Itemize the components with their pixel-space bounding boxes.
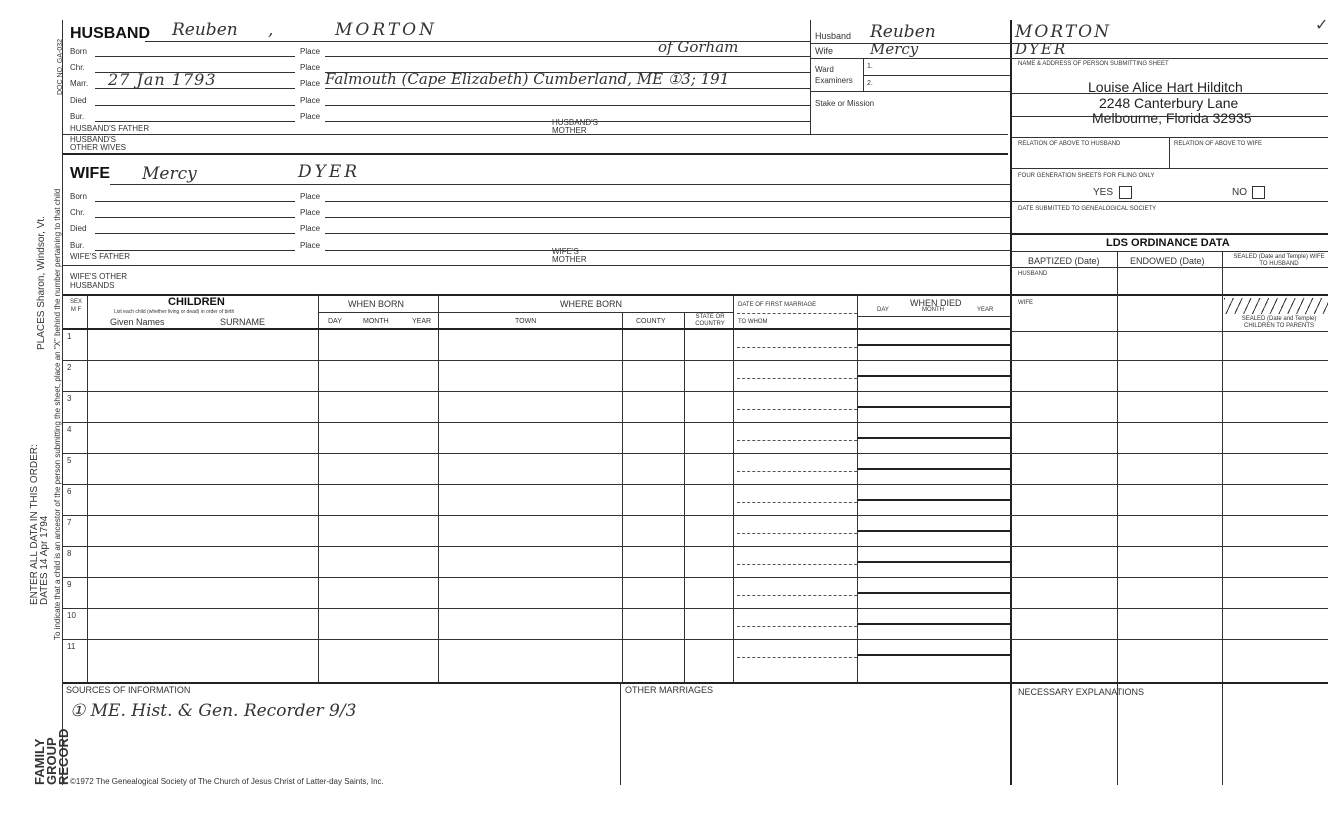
died-date-line <box>857 561 1010 563</box>
marriage-date-line <box>737 440 857 441</box>
line <box>95 233 295 234</box>
child-row-number: 7 <box>67 518 72 527</box>
wife-other-husbands-label: WIFE'S OTHER HUSBANDS <box>70 272 128 290</box>
child-row-number: 9 <box>67 580 72 589</box>
marriage-date-line <box>737 502 857 503</box>
line <box>325 217 1010 218</box>
husband-chr-label: Chr. <box>70 63 85 72</box>
husband-marr-date: 27 Jan 1793 <box>108 70 217 89</box>
marriage-date-line <box>737 471 857 472</box>
child-row-number: 3 <box>67 394 72 403</box>
column-divider <box>810 20 811 134</box>
died-date-line <box>857 437 1010 439</box>
rh-examiner-1: 1. <box>867 63 873 70</box>
where-born-label: WHERE BORN <box>560 299 623 309</box>
husband-marr-label: Marr. <box>70 79 89 88</box>
right-column-border <box>1010 20 1012 785</box>
rh-ward-label: Ward <box>815 65 834 74</box>
rh-submitter-label: NAME & ADDRESS OF PERSON SUBMITTING SHEET <box>1018 61 1169 67</box>
died-date-line <box>857 530 1010 532</box>
rh-relation-husband: RELATION OF ABOVE TO HUSBAND <box>1018 141 1121 147</box>
died-date-line <box>857 592 1010 594</box>
wife-heading: WIFE <box>70 165 110 182</box>
marriage-date-line <box>737 595 857 596</box>
wife-father-label: WIFE'S FATHER <box>70 252 131 261</box>
child-row-border <box>63 360 1328 361</box>
line <box>1011 331 1328 332</box>
wife-born-place-label: Place <box>300 192 321 201</box>
first-marriage-label: DATE OF FIRST MARRIAGE <box>738 302 817 308</box>
died-tick <box>857 396 858 407</box>
line <box>95 250 295 251</box>
child-row-border <box>63 577 1328 578</box>
child-row-border <box>63 546 1328 547</box>
marriage-date-line <box>737 564 857 565</box>
husband-mother-label: HUSBAND'S MOTHER <box>552 118 598 135</box>
died-tick <box>857 427 858 438</box>
county-label: COUNTY <box>636 318 666 325</box>
line <box>325 250 1010 251</box>
rh-wife-surname: DYER <box>1015 40 1068 58</box>
divider <box>1011 233 1328 235</box>
wife-born-label: Born <box>70 192 87 201</box>
line <box>318 312 438 313</box>
marriage-date-line <box>737 378 857 379</box>
family-group-record-title: FAMILY GROUP RECORD <box>32 728 71 785</box>
child-row-number: 2 <box>67 363 72 372</box>
line <box>325 201 1010 202</box>
died-date-line <box>857 375 1010 377</box>
sources-value: ① ME. Hist. & Gen. Recorder 9/3 <box>70 701 357 721</box>
husband-born-place-value: of Gorham <box>658 38 739 56</box>
marriage-date-line <box>737 347 857 348</box>
line <box>737 313 857 314</box>
died-tick <box>857 489 858 500</box>
line <box>733 295 734 682</box>
line <box>857 316 1010 317</box>
rh-yes-label: YES <box>1093 187 1114 198</box>
child-row-border <box>63 453 1328 454</box>
died-month-label: MONTH <box>922 307 944 313</box>
margin-dates: DATES 14 Apr 1794 <box>39 515 50 605</box>
wife-surname: DYER <box>298 162 361 182</box>
line <box>1011 168 1328 169</box>
town-label: TOWN <box>515 318 537 325</box>
wife-chr-label: Chr. <box>70 208 85 217</box>
child-row-number: 10 <box>67 611 76 620</box>
wife-mother-label: WIFE'S MOTHER <box>552 247 587 264</box>
rh-husband-label: Husband <box>815 31 852 41</box>
line <box>1011 116 1328 117</box>
child-row-number: 5 <box>67 456 72 465</box>
died-tick <box>857 644 858 655</box>
divider <box>63 682 1328 684</box>
copyright: ©1972 The Genealogical Society of The Church of Jesus Christ of Latter-day Saints, Inc. <box>70 777 384 786</box>
surname-label: SURNAME <box>220 317 266 327</box>
rh-no-label: NO <box>1232 187 1247 198</box>
rh-submitter-city: Melbourne, Florida 32935 <box>1092 110 1252 126</box>
lds-sealed-wife: SEALED (Date and Temple) WIFE TO HUSBAND <box>1233 254 1325 267</box>
marriage-date-line <box>737 657 857 658</box>
line <box>811 91 1010 92</box>
lds-wife: WIFE <box>1018 300 1033 306</box>
line <box>95 56 295 57</box>
line <box>325 56 810 57</box>
child-row-number: 11 <box>67 642 76 651</box>
lds-title: LDS ORDINANCE DATA <box>1106 237 1230 249</box>
line <box>95 201 295 202</box>
child-row-border <box>63 639 1328 640</box>
wife-bur-place-label: Place <box>300 241 321 250</box>
line <box>95 121 295 122</box>
check-mark: ✓ <box>1315 17 1329 34</box>
line <box>87 295 88 682</box>
died-tick <box>857 365 858 376</box>
husband-separator: , <box>268 20 274 40</box>
husband-marr-place-label: Place <box>300 79 321 88</box>
wife-given-name: Mercy <box>142 164 197 184</box>
husband-chr-place-label: Place <box>300 63 321 72</box>
child-row-border <box>63 422 1328 423</box>
rh-wife-given: Mercy <box>870 40 919 58</box>
yes-checkbox[interactable] <box>1119 186 1132 199</box>
husband-surname: MORTON <box>335 20 437 40</box>
rh-husband-surname: MORTON <box>1015 22 1111 42</box>
line <box>863 75 1010 76</box>
died-date-line <box>857 344 1010 346</box>
other-marriages-label: OTHER MARRIAGES <box>625 685 714 695</box>
rh-stake-label: Stake or Mission <box>815 99 875 108</box>
wife-chr-place-label: Place <box>300 208 321 217</box>
died-date-line <box>857 623 1010 625</box>
husband-born-label: Born <box>70 47 87 56</box>
line <box>1169 137 1170 168</box>
rh-examiners-label: Examiners <box>815 76 853 85</box>
died-tick <box>857 551 858 562</box>
sex-label: SEX M F <box>69 299 82 313</box>
children-subheading: List each child (whether living or dead) in order of birth <box>114 309 235 315</box>
line <box>622 312 623 682</box>
lds-husband: HUSBAND <box>1018 271 1048 277</box>
died-tick <box>857 582 858 593</box>
wife-died-place-label: Place <box>300 224 321 233</box>
when-born-label: WHEN BORN <box>348 299 404 309</box>
lds-baptized: BAPTIZED (Date) <box>1028 256 1100 266</box>
rh-date-submitted: DATE SUBMITTED TO GENEALOGICAL SOCIETY <box>1018 206 1157 212</box>
hatched-block <box>1224 298 1328 314</box>
line <box>1011 201 1328 202</box>
line <box>63 265 1010 266</box>
child-row-border <box>63 484 1328 485</box>
died-date-line <box>857 499 1010 501</box>
given-names-label: Given Names <box>110 317 165 327</box>
line <box>95 217 295 218</box>
line <box>1011 93 1328 94</box>
husband-died-place-label: Place <box>300 96 321 105</box>
rh-four-gen: FOUR GENERATION SHEETS FOR FILING ONLY <box>1018 173 1155 179</box>
child-row-border <box>63 391 1328 392</box>
line <box>95 105 295 106</box>
line <box>438 295 439 682</box>
year-label: YEAR <box>412 318 432 325</box>
lds-sealed-children: SEALED (Date and Temple) CHILDREN TO PARENTS <box>1241 316 1317 329</box>
child-row-number: 4 <box>67 425 72 434</box>
child-row-number: 6 <box>67 487 72 496</box>
wife-bur-label: Bur. <box>70 241 85 250</box>
sources-label: SOURCES OF INFORMATION <box>66 685 191 695</box>
line <box>318 295 319 682</box>
husband-father-label: HUSBAND'S FATHER <box>70 124 150 133</box>
wife-died-label: Died <box>70 224 87 233</box>
died-date-line <box>857 406 1010 408</box>
divider <box>63 328 1010 330</box>
died-day-label: DAY <box>877 307 889 313</box>
died-tick <box>857 520 858 531</box>
line <box>63 134 1008 135</box>
child-row-number: 8 <box>67 549 72 558</box>
died-year-label: YEAR <box>977 307 994 313</box>
margin-enter-data: ENTER ALL DATA IN THIS ORDER: <box>29 444 40 605</box>
husband-bur-label: Bur. <box>70 112 85 121</box>
line <box>325 105 810 106</box>
rh-submitter-name: Louise Alice Hart Hilditch <box>1088 79 1243 95</box>
child-row-number: 1 <box>67 332 72 341</box>
rh-wife-label: Wife <box>815 46 833 56</box>
line <box>620 682 621 785</box>
husband-marr-place: Falmouth (Cape Elizabeth) Cumberland, ME ①3; 191 <box>325 70 730 88</box>
marriage-date-line <box>737 626 857 627</box>
child-row-border <box>63 608 1328 609</box>
died-date-line <box>857 468 1010 470</box>
husband-bur-place-label: Place <box>300 112 321 121</box>
died-tick <box>857 334 858 345</box>
children-heading: CHILDREN <box>168 296 225 308</box>
line <box>1011 251 1328 252</box>
explanations-label: NECESSARY EXPLANATIONS <box>1018 687 1145 697</box>
husband-born-place-label: Place <box>300 47 321 56</box>
doc-number: DOC NO. GA-032 <box>57 38 64 95</box>
day-label: DAY <box>328 318 342 325</box>
state-label: STATE OR COUNTRY <box>695 314 725 327</box>
husband-given-name: Reuben <box>172 20 238 40</box>
died-tick <box>857 613 858 624</box>
child-row-border <box>63 515 1328 516</box>
line <box>325 88 810 89</box>
line <box>438 312 733 313</box>
line <box>684 312 685 682</box>
rh-relation-wife: RELATION OF ABOVE TO WIFE <box>1174 141 1263 147</box>
lds-endowed: ENDOWED (Date) <box>1130 256 1205 266</box>
line <box>811 58 1328 59</box>
divider <box>63 294 1328 296</box>
husband-heading: HUSBAND <box>70 25 150 42</box>
when-died-label: WHEN DIED <box>910 298 962 308</box>
margin-places: PLACES Sharon, Windsor, Vt. <box>36 216 47 350</box>
line <box>1011 267 1328 268</box>
husband-died-label: Died <box>70 96 87 105</box>
rh-husband-given: Reuben <box>870 22 936 42</box>
divider <box>63 153 1008 155</box>
marriage-date-line <box>737 533 857 534</box>
marriage-date-line <box>737 409 857 410</box>
died-tick <box>857 458 858 469</box>
no-checkbox[interactable] <box>1252 186 1265 199</box>
line <box>325 233 1010 234</box>
month-label: MONTH <box>363 318 389 325</box>
died-date-line <box>857 654 1010 656</box>
husband-other-wives-label: HUSBAND'S OTHER WIVES <box>70 135 127 152</box>
to-whom-label: TO WHOM <box>738 319 768 325</box>
rh-submitter-street: 2248 Canterbury Lane <box>1099 95 1239 111</box>
wife-name-line <box>110 184 1010 185</box>
margin-indicate-note: To indicate that a child is an ancestor of the person submitting the sheet, place an "X" behind the number pertaining to that child <box>53 188 62 640</box>
rh-examiner-2: 2. <box>867 80 873 87</box>
